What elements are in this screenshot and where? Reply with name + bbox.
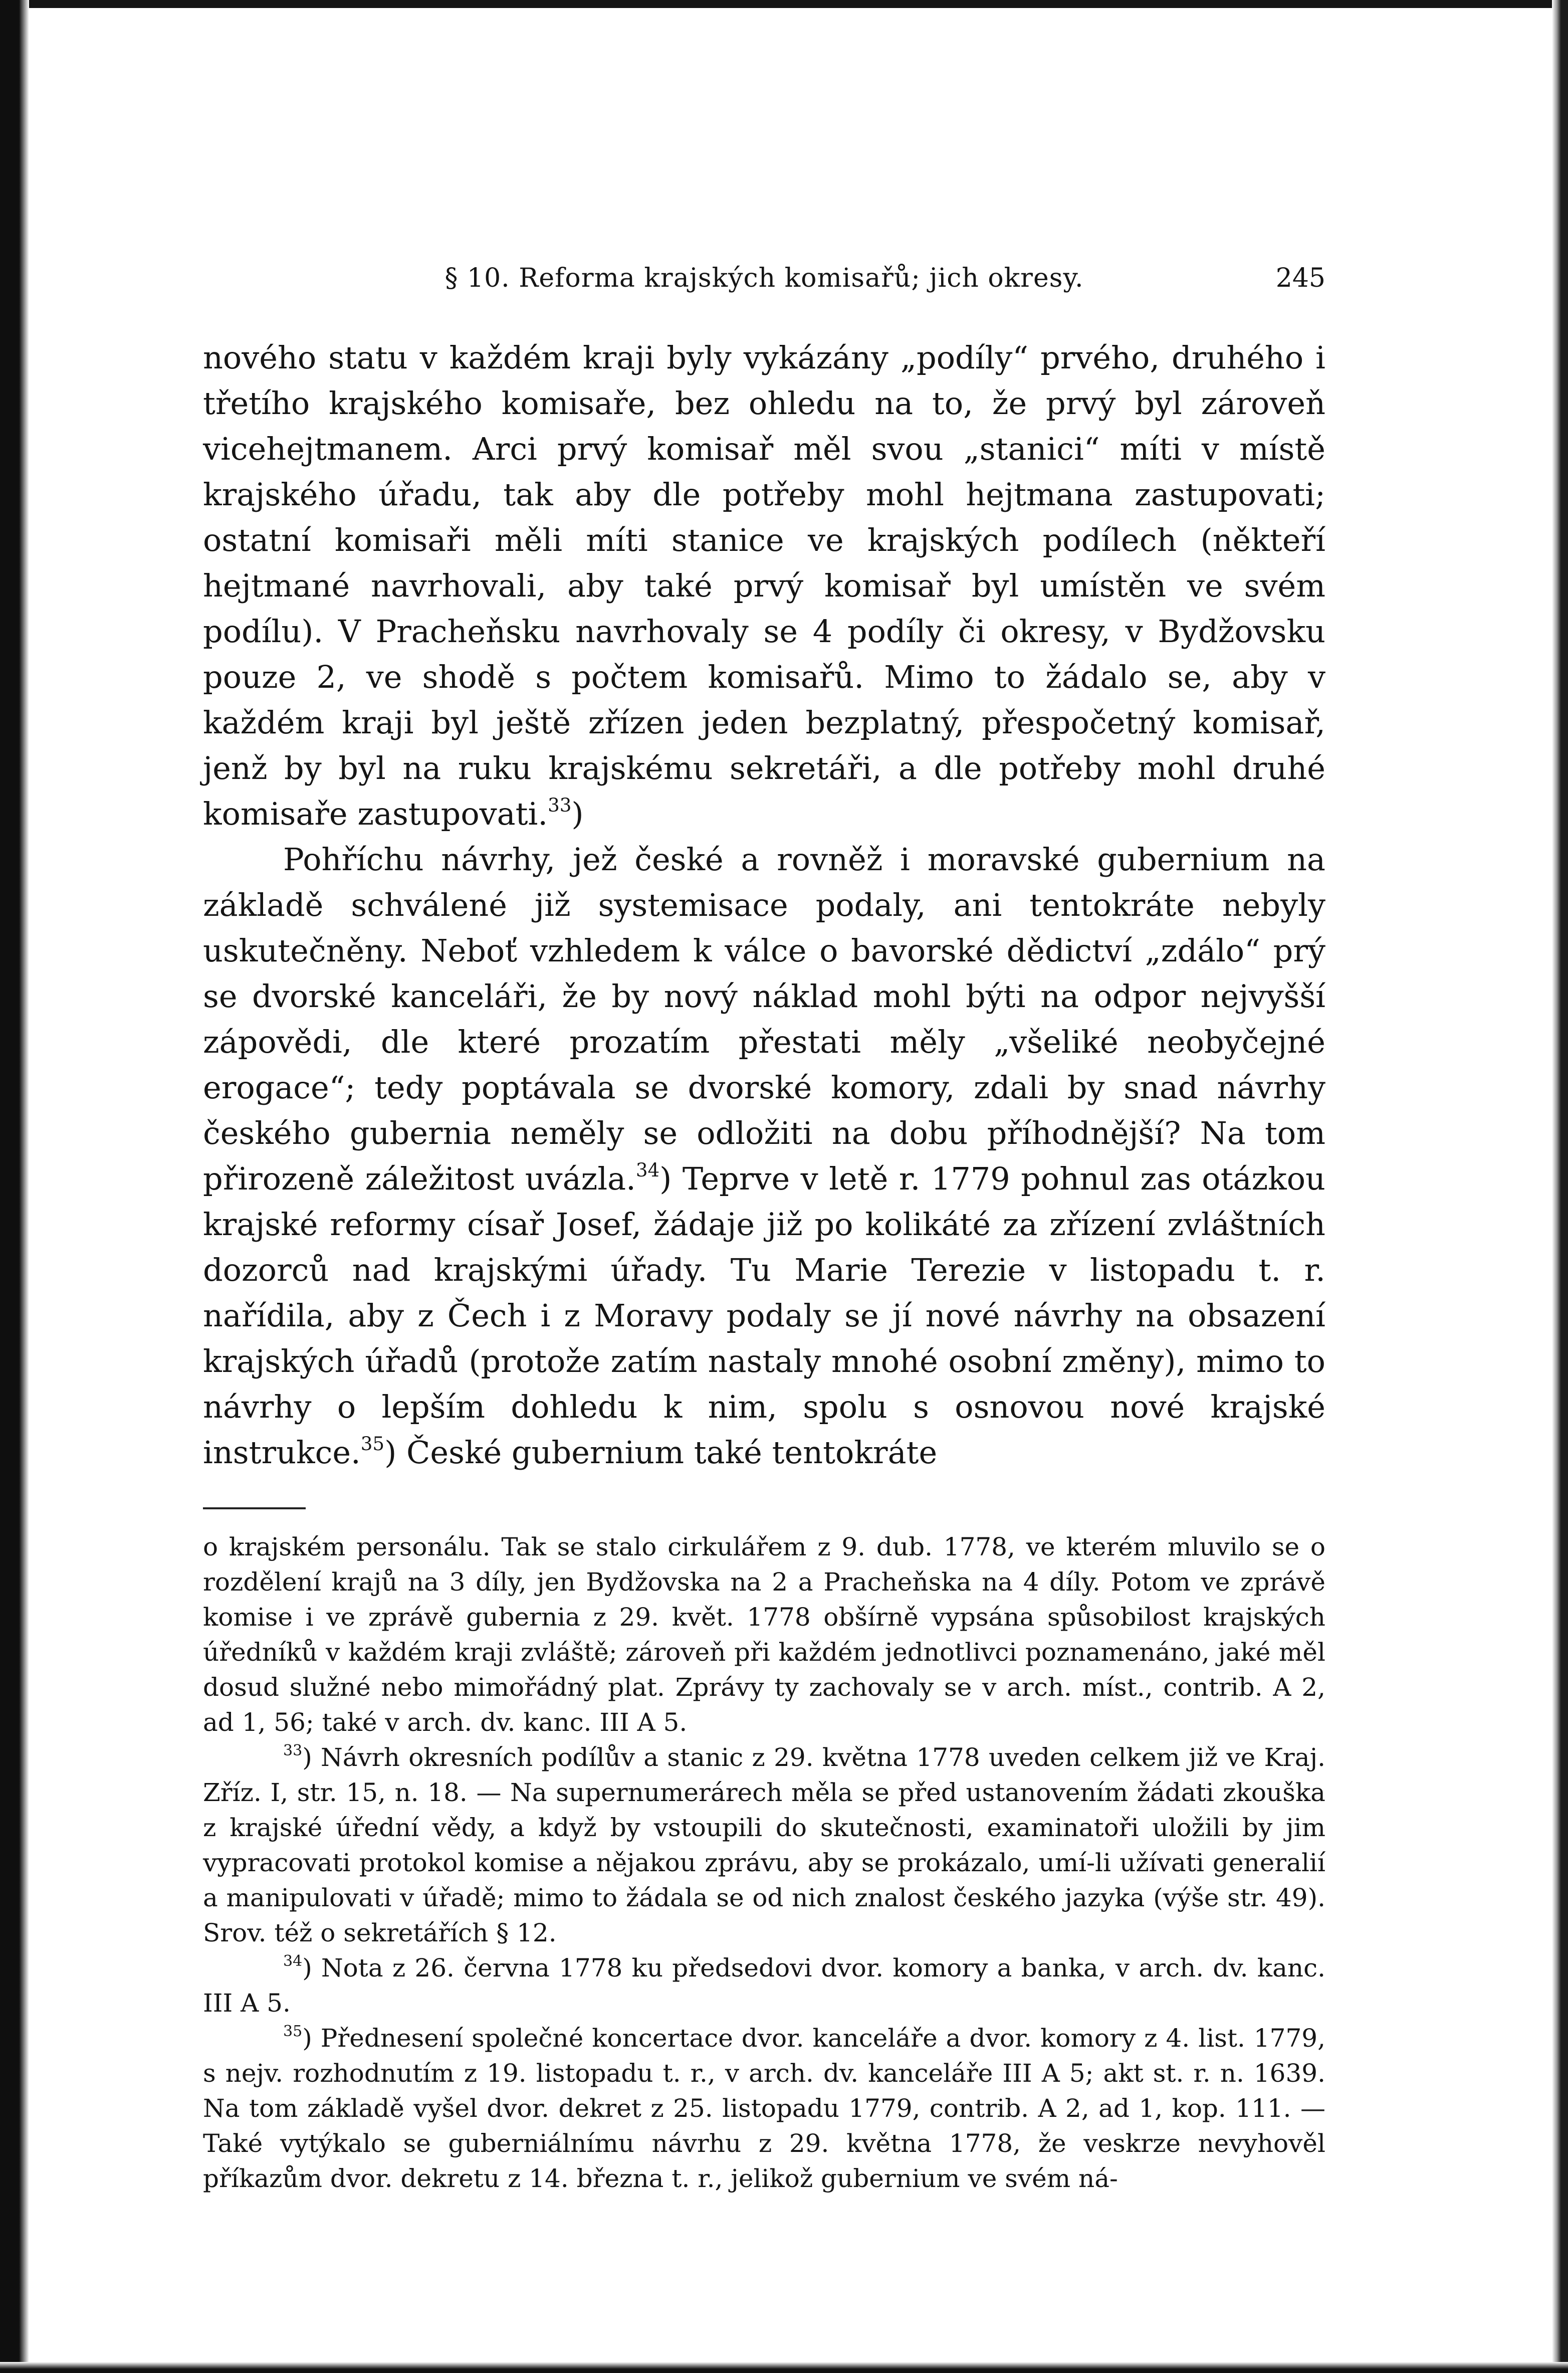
footnote-mark-35: 35 <box>283 2023 303 2040</box>
running-head <box>203 261 1325 296</box>
scan-border-right <box>1552 0 1568 2373</box>
paragraph-2-text-c: ) České gubernium také tentokráte <box>384 1434 938 1471</box>
footnote-ref-35: 35 <box>360 1432 385 1455</box>
footnote-continuation: o krajském personálu. Tak se stalo cirkulářem z 9. dub. 1778, ve kterém mluvilo se o rozdělení krajů na 3 díly, jen Bydžovska na 2 a Pracheňska na 4 díly. Potom ve zprávě komise i ve zprávě gubernia z 29. květ. 1778 obšírně vypsána spůsobilost krajských úředníků v každém kraji zvláště; zároveň při každém jednotlivci poznamenáno, jaké měl dosud služné nebo mimořádný plat. Zprávy ty zachovaly se v arch. míst., contrib. A 2, ad 1, 56; také v arch. dv. kanc. III A 5. <box>203 1532 1325 1737</box>
page-number: 245 <box>1275 263 1325 293</box>
footnote-33 <box>203 1740 1325 1950</box>
paragraph-2-text-a: Pohříchu návrhy, jež české a rovněž i moravské gubernium na základě schválené již systemisace podaly, ani tentokráte nebyly uskutečněny. Neboť vzhledem k válce o bavorské dědictví „zdálo“ prý se dvorské kanceláři, že by nový náklad mohl býti na odpor nejvyšší zápovědi, dle které prozatím přestati měly „všeliké neobyčejné erogace“; tedy poptávala se dvorské komory, zdali by snad návrhy českého gubernia neměly se odložiti na dobu příhodnější? Na tom přirozeně záležitost uvázla. <box>203 841 1325 1197</box>
running-title: § 10. Reforma krajských komisařů; jich okresy. <box>444 263 1084 293</box>
footnote-ref-34: 34 <box>635 1158 660 1181</box>
scan-border-left <box>0 0 29 2373</box>
footnote-rule <box>203 1507 306 1509</box>
paragraph-2 <box>203 837 1325 1475</box>
book-page <box>203 261 1325 2196</box>
footnote-34 <box>203 1950 1325 2021</box>
paren-close: ) <box>571 796 584 832</box>
scan-border-bottom <box>0 2362 1568 2373</box>
paragraph-1 <box>203 335 1325 837</box>
footnote-35-text: ) Přednesení společné koncertace dvor. kanceláře a dvor. komory z 4. list. 1779, s nejv. rozhodnutím z 19. listopadu t. r., v arch. dv. kanceláře III A 5; akt st. r. n. 1639. Na tom základě vyšel dvor. dekret z 25. listopadu 1779, contrib. A 2, ad 1, kop. 111. — Také vytýkalo se guberniálnímu návrhu z 29. května 1778, že veskrze nevyhověl příkazům dvor. dekretu z 14. března t. r., jelikož gubernium ve svém ná- <box>203 2024 1325 2193</box>
footnote-ref-33: 33 <box>548 794 572 816</box>
main-text <box>203 335 1325 1475</box>
footnote-34-text: ) Nota z 26. června 1778 ku předsedovi dvor. komory a banka, v arch. dv. kanc. III A 5. <box>203 1953 1325 2018</box>
paragraph-1-text: nového statu v každém kraji byly vykázány „podíly“ prvého, druhého i třetího krajského komisaře, bez ohledu na to, že prvý byl zároveň vicehejtmanem. Arci prvý komisař měl svou „stanici“ míti v místě krajského úřadu, tak aby dle potřeby mohl hejtmana zastupovati; ostatní komisaři měli míti stanice ve krajských podílech (někteří hejtmané navrhovali, aby také prvý komisař byl umístěn ve svém podílu). V Pracheňsku navrhovaly se 4 podíly či okresy, v Bydžovsku pouze 2, ve shodě s počtem komisařů. Mimo to žádalo se, aby v každém kraji byl ještě zřízen jeden bezplatný, přespočetný komisař, jenž by byl na ruku krajskému sekretáři, a dle potřeby mohl druhé komisaře zastupovati. <box>203 339 1325 832</box>
footnote-mark-33: 33 <box>283 1742 303 1759</box>
paragraph-2-text-b: ) Teprve v letě r. 1779 pohnul zas otázkou krajské reformy císař Josef, žádaje již po kolikáté za zřízení zvláštních dozorců nad krajskými úřady. Tu Marie Terezie v listopadu t. r. nařídila, aby z Čech i z Moravy podaly se jí nové návrhy na obsazení krajských úřadů (protože zatím nastaly mnohé osobní změny), mimo to návrhy o lepším dohledu k nim, spolu s osnovou nové krajské instrukce. <box>203 1160 1325 1471</box>
footnote-mark-34: 34 <box>283 1952 303 1970</box>
footnote-35 <box>203 2021 1325 2196</box>
footnotes <box>203 1529 1325 2196</box>
scan-border-top <box>0 0 1568 8</box>
footnote-33-text: ) Návrh okresních podílův a stanic z 29. května 1778 uveden celkem již ve Kraj. Zříz. I, str. 15, n. 18. — Na supernumerárech měla se před ustanovením žádati zkouška z krajské úřední vědy, a když by vstoupili do skutečnosti, examinatoři uložili by jim vypracovati protokol komise a nějakou zprávu, aby se prokázalo, umí-li užívati generalií a manipulovati v úřadě; mimo to žádala se od nich znalost českého jazyka (výše str. 49). Srov. též o sekretářích § 12. <box>203 1743 1325 1947</box>
